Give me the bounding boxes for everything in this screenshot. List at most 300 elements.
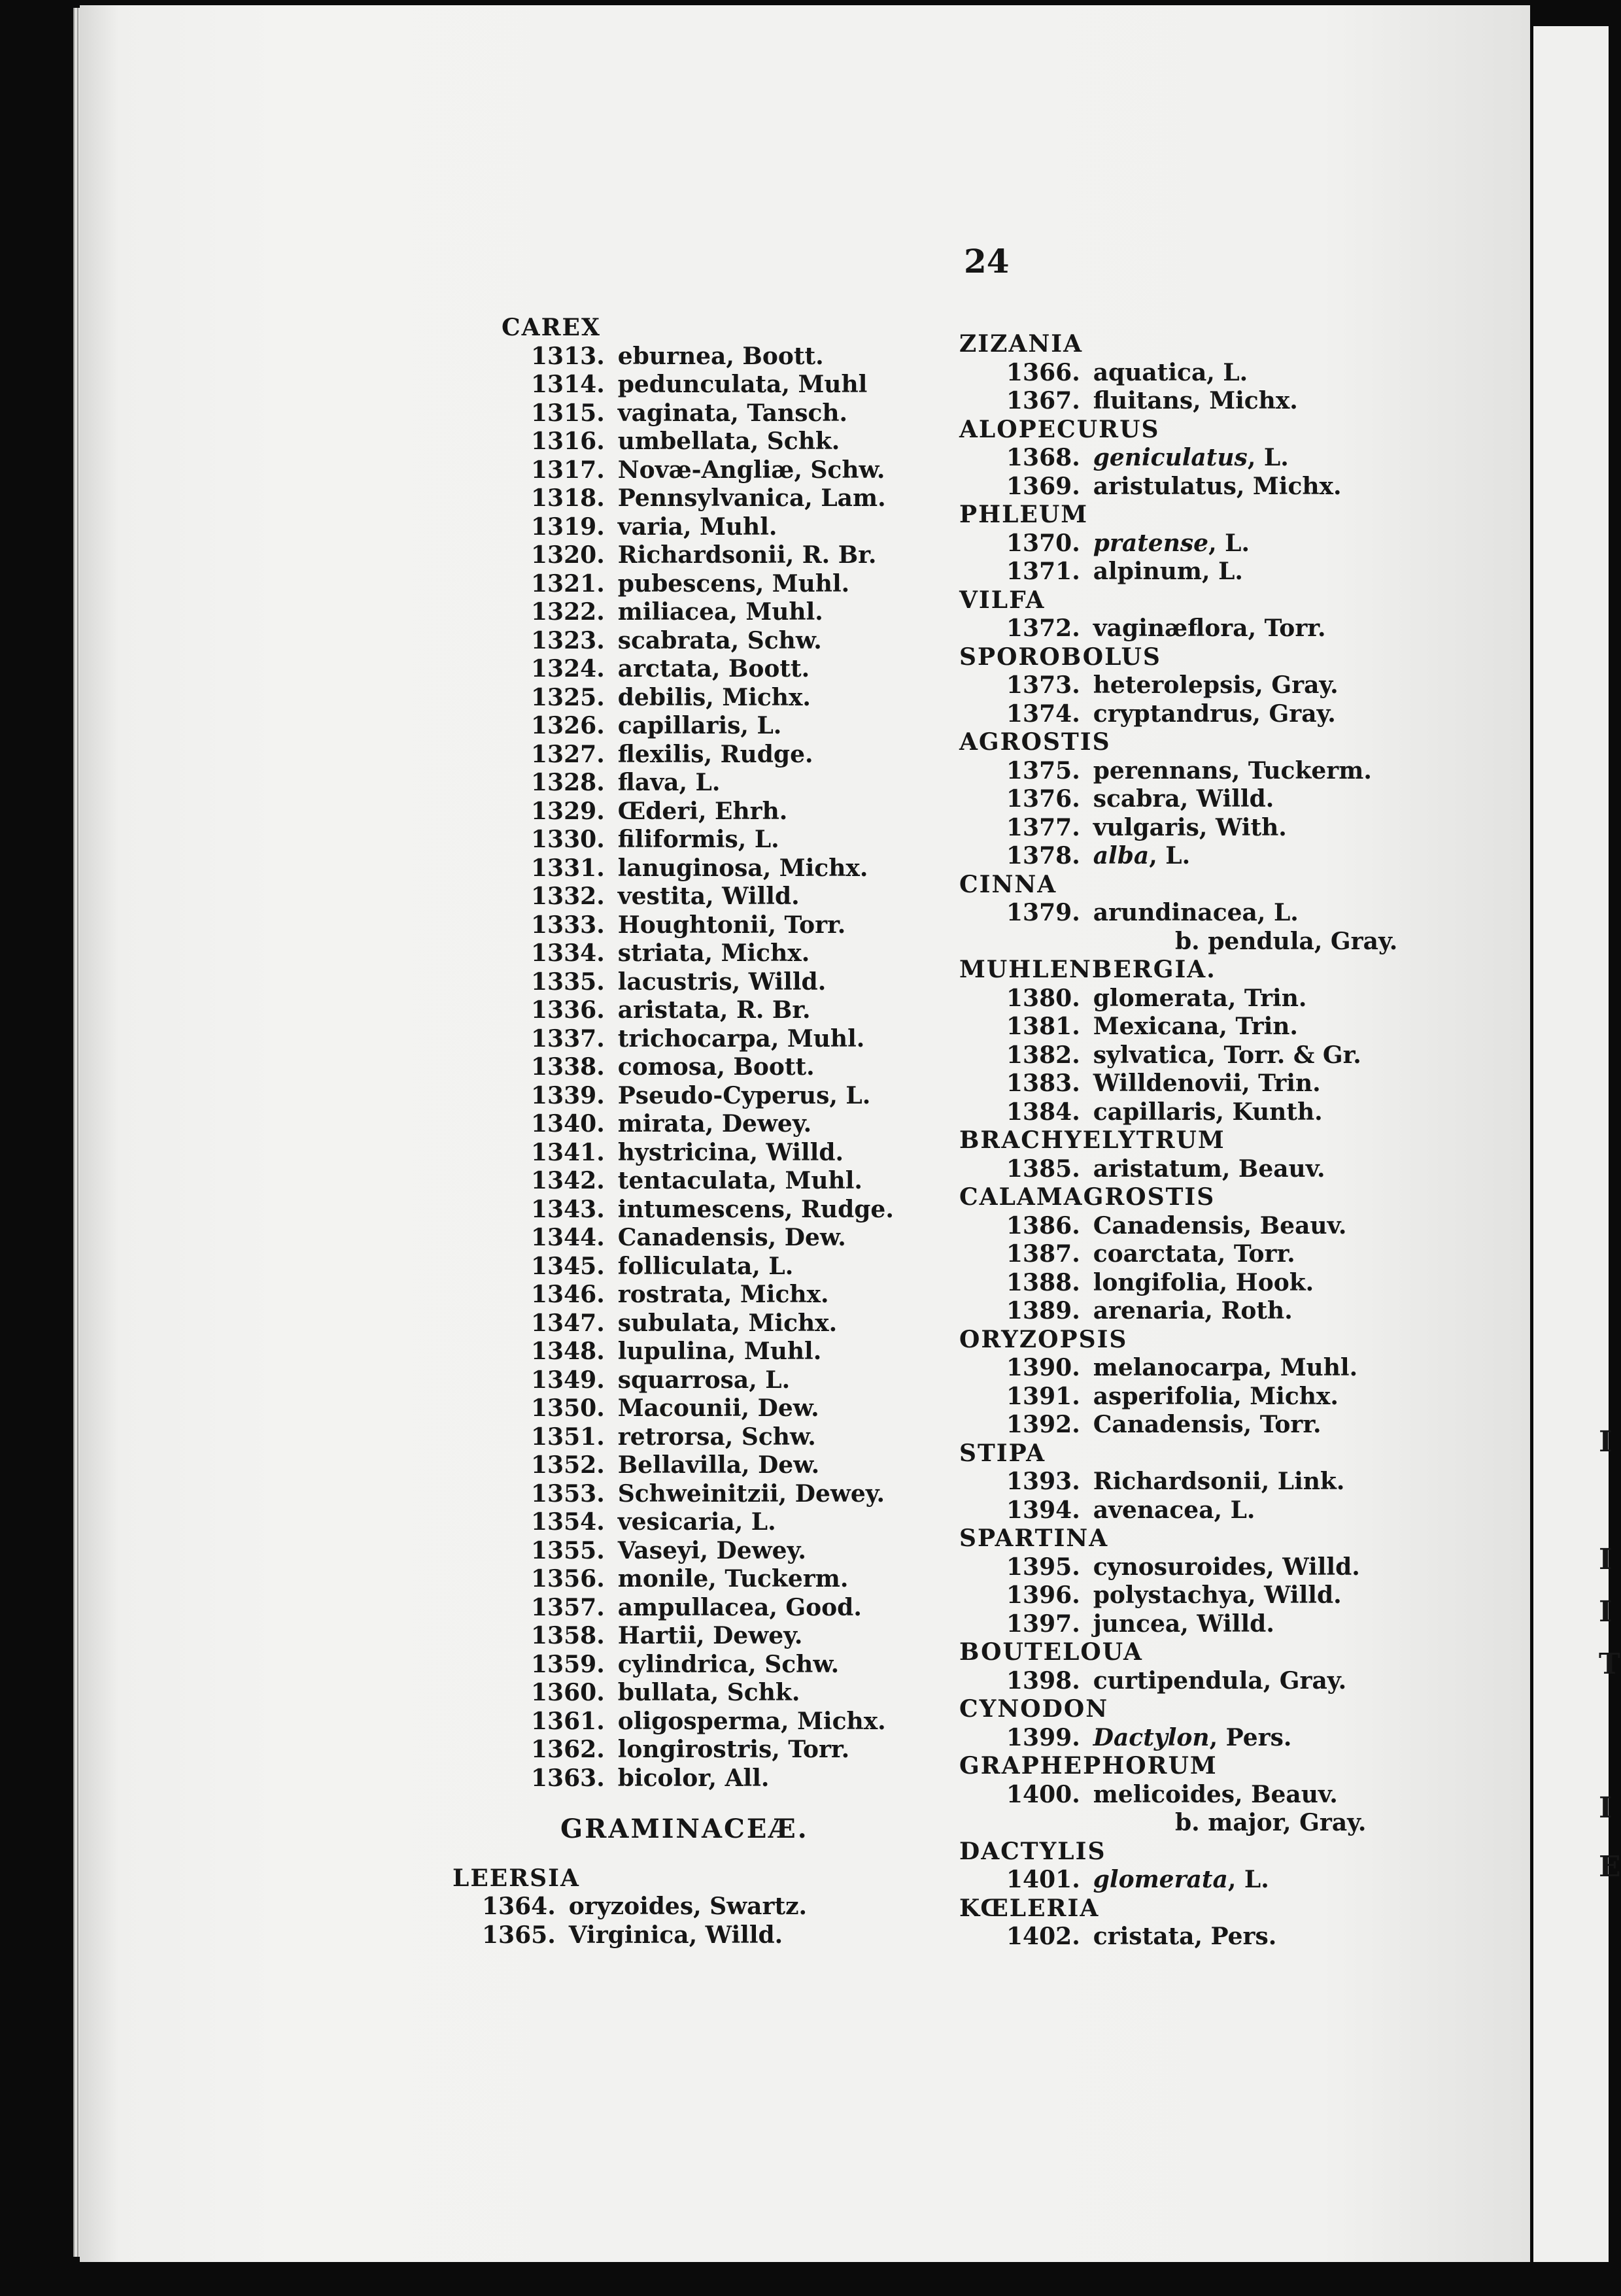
species-number: 1340. <box>531 1110 605 1138</box>
genus-heading: MUHLENBERGIA. <box>959 956 1216 983</box>
species-entry <box>446 1594 894 1623</box>
left-column <box>446 314 894 1950</box>
species-number: 1315. <box>531 399 605 427</box>
species-number: 1363. <box>531 1764 605 1792</box>
species-number: 1376. <box>1006 785 1080 813</box>
species-number: 1353. <box>531 1479 605 1508</box>
species-entry <box>933 473 1397 501</box>
adjacent-page-letter: E <box>1599 1850 1621 1883</box>
species-number: 1319. <box>531 513 605 541</box>
species-name: flexilis, Rudge. <box>617 740 813 768</box>
species-name: polystachya, Willd. <box>1093 1581 1342 1609</box>
genus-heading: SPARTINA <box>959 1525 1109 1552</box>
genus-heading: ALOPECURUS <box>959 415 1160 443</box>
species-entry <box>446 1679 894 1708</box>
species-number: 1361. <box>531 1707 605 1735</box>
species-authority: , L. <box>1208 529 1250 557</box>
species-entry <box>446 1736 894 1764</box>
species-entry <box>933 814 1397 843</box>
species-name: Macounii, Dew. <box>617 1394 819 1422</box>
species-number: 1329. <box>531 797 605 825</box>
species-name: flava, L. <box>617 769 721 796</box>
species-name: Pennsylvanica, Lam. <box>617 484 886 512</box>
species-number: 1356. <box>531 1565 605 1593</box>
species-name: cryptandrus, Gray. <box>1093 700 1336 728</box>
species-number: 1384. <box>1006 1098 1080 1126</box>
species-entry <box>933 1070 1397 1098</box>
species-name: varia, Muhl. <box>617 513 777 541</box>
species-number: 1339. <box>531 1081 605 1109</box>
species-entry <box>446 939 894 968</box>
species-number: 1390. <box>1006 1354 1080 1381</box>
species-name: arenaria, Roth. <box>1093 1297 1293 1325</box>
adjacent-page-letter: I <box>1599 1595 1612 1629</box>
variety-entry: b. major, Gray. <box>1175 1809 1367 1836</box>
species-number: 1362. <box>531 1736 605 1763</box>
species-number: 1350. <box>531 1394 605 1422</box>
species-number: 1371. <box>1006 558 1080 585</box>
species-number: 1337. <box>531 1024 605 1053</box>
species-number: 1388. <box>1006 1268 1080 1296</box>
species-number: 1386. <box>1006 1211 1080 1240</box>
species-name: arctata, Boott. <box>617 655 810 683</box>
species-name: hystricina, Willd. <box>617 1138 844 1166</box>
genus-heading: ORYZOPSIS <box>959 1325 1128 1353</box>
species-number: 1331. <box>531 854 605 882</box>
species-name: eburnea, Boott. <box>617 342 824 370</box>
species-entry <box>446 826 894 854</box>
species-name: longirostris, Torr. <box>617 1736 850 1763</box>
species-entry <box>446 484 894 513</box>
genus-heading: VILFA <box>959 586 1046 614</box>
genus-heading: GRAPHEPHORUM <box>959 1752 1218 1780</box>
genus-heading: CAREX <box>502 314 601 341</box>
genus-heading: STIPA <box>959 1439 1046 1467</box>
species-number: 1327. <box>531 740 605 768</box>
species-number: 1332. <box>531 883 605 910</box>
species-name-italic: alba <box>1093 842 1150 869</box>
species-number: 1334. <box>531 939 605 967</box>
species-name: oryzoides, Swartz. <box>568 1893 808 1920</box>
species-number: 1325. <box>531 683 605 711</box>
species-number: 1322. <box>531 598 605 626</box>
species-number: 1354. <box>531 1508 605 1536</box>
species-entry <box>446 1139 894 1168</box>
species-number: 1360. <box>531 1679 605 1706</box>
species-name: cylindrica, Schw. <box>617 1650 840 1678</box>
species-name: Œderi, Ehrh. <box>617 797 788 825</box>
species-number: 1399. <box>1006 1723 1080 1751</box>
adjacent-page-letter: I <box>1599 1425 1612 1459</box>
species-name: heterolepsis, Gray. <box>1093 671 1339 699</box>
species-entry <box>446 1651 894 1680</box>
species-entry <box>446 1281 894 1309</box>
species-name: folliculata, L. <box>617 1252 794 1280</box>
species-number: 1394. <box>1006 1496 1080 1524</box>
species-entry <box>446 1224 894 1253</box>
genus-heading: AGROSTIS <box>959 728 1111 756</box>
species-entry <box>446 1196 894 1224</box>
species-number: 1372. <box>1006 615 1080 642</box>
species-entry <box>933 785 1397 814</box>
species-entry <box>933 1155 1397 1184</box>
species-number: 1385. <box>1006 1155 1080 1183</box>
species-number: 1343. <box>531 1195 605 1223</box>
species-name: aquatica, L. <box>1093 358 1248 386</box>
species-authority: , L. <box>1247 444 1289 471</box>
species-entry <box>446 1708 894 1736</box>
species-name: squarrosa, L. <box>617 1366 791 1394</box>
species-authority: , L. <box>1149 842 1191 869</box>
species-number: 1351. <box>531 1423 605 1451</box>
genus-heading: ZIZANIA <box>959 330 1084 358</box>
species-number: 1370. <box>1006 529 1080 557</box>
species-number: 1373. <box>1006 671 1080 699</box>
species-number: 1374. <box>1006 700 1080 728</box>
species-name: Vaseyi, Dewey. <box>617 1536 806 1564</box>
species-number: 1364. <box>482 1893 556 1920</box>
species-name: debilis, Michx. <box>617 683 811 711</box>
species-entry <box>446 1253 894 1281</box>
species-name: aristata, R. Br. <box>617 996 811 1024</box>
adjacent-page-letter: T <box>1599 1647 1620 1681</box>
species-name: bullata, Schk. <box>617 1679 800 1706</box>
species-name: alpinum, L. <box>1093 558 1243 585</box>
species-name: Mexicana, Trin. <box>1093 1013 1298 1040</box>
species-entry <box>446 1480 894 1509</box>
species-name: cynosuroides, Willd. <box>1093 1553 1360 1581</box>
species-name: mirata, Dewey. <box>617 1110 812 1138</box>
species-number: 1342. <box>531 1167 605 1194</box>
species-name: sylvatica, Torr. & Gr. <box>1093 1041 1361 1069</box>
species-name: pubescens, Muhl. <box>617 569 850 598</box>
species-entry <box>933 530 1397 558</box>
species-name: Willdenovii, Trin. <box>1093 1070 1321 1097</box>
species-name: vaginæflora, Torr. <box>1093 615 1326 642</box>
species-number: 1341. <box>531 1138 605 1166</box>
species-entry <box>446 1921 894 1950</box>
species-name: ampullacea, Good. <box>617 1593 862 1621</box>
variety-entry: b. pendula, Gray. <box>1175 927 1398 955</box>
species-entry <box>933 1240 1397 1269</box>
species-name: trichocarpa, Muhl. <box>617 1024 865 1053</box>
species-name: aristatum, Beauv. <box>1093 1155 1325 1183</box>
species-entry <box>446 456 894 485</box>
species-number: 1313. <box>531 342 605 370</box>
species-name: Novæ-Angliæ, Schw. <box>617 456 885 484</box>
species-number: 1379. <box>1006 899 1080 926</box>
species-entry <box>446 769 894 798</box>
species-entry <box>933 1297 1397 1326</box>
species-name: pedunculata, Muhl <box>617 371 868 398</box>
species-name: scabrata, Schw. <box>617 626 822 654</box>
species-entry <box>933 359 1397 388</box>
species-name: cristata, Pers. <box>1093 1923 1277 1950</box>
species-entry <box>446 1893 894 1921</box>
species-name-italic: glomerata <box>1093 1866 1228 1893</box>
genus-heading: CYNODON <box>959 1695 1109 1723</box>
genus-heading: BOUTELOUA <box>959 1638 1143 1666</box>
species-number: 1387. <box>1006 1240 1080 1268</box>
species-name: bicolor, All. <box>617 1764 770 1792</box>
species-entry <box>446 996 894 1025</box>
species-number: 1383. <box>1006 1070 1080 1097</box>
species-number: 1326. <box>531 712 605 739</box>
species-name: Virginica, Willd. <box>568 1921 783 1949</box>
species-entry <box>446 1764 894 1793</box>
species-name: vulgaris, With. <box>1093 813 1287 841</box>
species-entry <box>933 1411 1397 1440</box>
species-number: 1357. <box>531 1593 605 1621</box>
species-number: 1336. <box>531 996 605 1024</box>
species-name: perennans, Tuckerm. <box>1093 756 1372 785</box>
species-number: 1358. <box>531 1622 605 1649</box>
species-number: 1378. <box>1006 842 1080 869</box>
species-number: 1349. <box>531 1366 605 1394</box>
family-heading: GRAMINACEÆ. <box>560 1814 809 1844</box>
species-number: 1402. <box>1006 1923 1080 1950</box>
species-entry <box>446 1110 894 1139</box>
page-number: 24 <box>964 242 1010 280</box>
species-name: intumescens, Rudge. <box>617 1195 894 1223</box>
species-number: 1381. <box>1006 1013 1080 1040</box>
species-name: tentaculata, Muhl. <box>617 1167 862 1194</box>
species-number: 1391. <box>1006 1382 1080 1410</box>
species-entry <box>446 598 894 627</box>
species-authority: , Pers. <box>1209 1723 1292 1751</box>
species-number: 1366. <box>1006 358 1080 386</box>
species-entry <box>933 671 1397 700</box>
species-entry <box>933 1383 1397 1411</box>
species-number: 1335. <box>531 968 605 996</box>
genus-heading: CINNA <box>959 870 1057 898</box>
species-number: 1320. <box>531 541 605 569</box>
species-name: avenacea, L. <box>1093 1496 1255 1524</box>
species-name-italic: geniculatus <box>1093 444 1248 471</box>
species-name: vesicaria, L. <box>617 1508 776 1536</box>
species-entry <box>933 1667 1397 1696</box>
species-number: 1393. <box>1006 1468 1080 1495</box>
species-entry <box>933 1724 1397 1753</box>
species-number: 1396. <box>1006 1581 1080 1609</box>
species-entry <box>933 1781 1397 1810</box>
species-entry <box>933 1866 1397 1895</box>
genus-heading: BRACHYELYTRUM <box>959 1126 1225 1154</box>
species-name: subulata, Michx. <box>617 1309 838 1337</box>
species-entry <box>933 1468 1397 1496</box>
species-name: Canadensis, Torr. <box>1093 1411 1322 1438</box>
species-number: 1400. <box>1006 1780 1080 1808</box>
species-name: oligosperma, Michx. <box>617 1707 886 1735</box>
species-entry <box>446 883 894 911</box>
species-number: 1377. <box>1006 813 1080 841</box>
species-entry <box>446 428 894 456</box>
species-entry <box>933 700 1397 729</box>
species-entry <box>446 371 894 399</box>
genus-heading: SPOROBOLUS <box>959 643 1161 671</box>
species-name: scabra, Willd. <box>1093 785 1274 813</box>
species-number: 1348. <box>531 1338 605 1365</box>
species-entry <box>933 1610 1397 1639</box>
species-entry <box>933 1098 1397 1127</box>
species-entry <box>933 1923 1397 1951</box>
species-name: fluitans, Michx. <box>1093 387 1298 414</box>
species-entry <box>933 444 1397 473</box>
species-entry <box>446 541 894 570</box>
species-entry <box>446 712 894 741</box>
species-name-italic: pratense <box>1093 529 1209 557</box>
book-page <box>80 5 1530 2262</box>
genus-heading: DACTYLIS <box>959 1837 1106 1865</box>
species-name-italic: Dactylon <box>1093 1723 1210 1751</box>
species-entry <box>446 1451 894 1480</box>
species-number: 1345. <box>531 1252 605 1280</box>
species-number: 1317. <box>531 456 605 484</box>
species-name: arundinacea, L. <box>1093 899 1299 926</box>
species-name: retrorsa, Schw. <box>617 1423 816 1451</box>
species-name: lupulina, Muhl. <box>617 1338 822 1365</box>
species-name: Bellavilla, Dew. <box>617 1451 820 1479</box>
species-number: 1330. <box>531 826 605 853</box>
species-entry <box>446 1537 894 1566</box>
species-number: 1398. <box>1006 1666 1080 1695</box>
species-entry <box>446 1053 894 1082</box>
species-entry <box>446 1508 894 1537</box>
species-name: vestita, Willd. <box>617 883 800 910</box>
species-number: 1367. <box>1006 387 1080 414</box>
species-number: 1333. <box>531 911 605 939</box>
species-name: striata, Michx. <box>617 939 810 967</box>
species-entry <box>446 684 894 713</box>
species-name: miliacea, Muhl. <box>617 598 823 626</box>
species-name: lacustris, Willd. <box>617 968 827 996</box>
species-number: 1392. <box>1006 1411 1080 1438</box>
species-name: longifolia, Hook. <box>1093 1268 1314 1296</box>
species-entry <box>933 1354 1397 1383</box>
species-number: 1401. <box>1006 1866 1080 1893</box>
species-number: 1352. <box>531 1451 605 1479</box>
species-entry <box>446 1366 894 1395</box>
species-name: coarctata, Torr. <box>1093 1240 1295 1268</box>
species-entry <box>933 1496 1397 1525</box>
species-name: monile, Tuckerm. <box>617 1565 849 1593</box>
species-number: 1344. <box>531 1224 605 1251</box>
species-entry <box>446 911 894 940</box>
species-number: 1389. <box>1006 1297 1080 1325</box>
species-entry <box>446 513 894 542</box>
species-entry <box>933 899 1397 928</box>
species-name: curtipendula, Gray. <box>1093 1666 1347 1695</box>
species-entry <box>446 627 894 656</box>
species-number: 1314. <box>531 371 605 398</box>
genus-heading: PHLEUM <box>959 501 1089 528</box>
species-entry <box>446 1394 894 1423</box>
species-number: 1369. <box>1006 472 1080 500</box>
species-number: 1321. <box>531 569 605 598</box>
species-entry <box>933 757 1397 786</box>
species-number: 1368. <box>1006 444 1080 471</box>
species-entry <box>446 968 894 997</box>
species-name: umbellata, Schk. <box>617 428 840 455</box>
species-number: 1375. <box>1006 756 1080 785</box>
species-name: Canadensis, Beauv. <box>1093 1211 1347 1240</box>
species-name: capillaris, L. <box>617 712 782 739</box>
species-entry <box>933 985 1397 1013</box>
species-entry <box>446 741 894 769</box>
species-name: aristulatus, Michx. <box>1093 472 1342 500</box>
adjacent-page-letter: I <box>1599 1791 1612 1825</box>
genus-heading: CALAMAGROSTIS <box>959 1183 1216 1211</box>
right-column <box>933 330 1397 1951</box>
species-entry <box>446 1565 894 1594</box>
species-name: Richardsonii, R. Br. <box>617 541 877 569</box>
adjacent-page-fragment <box>1533 26 1621 2262</box>
species-entry <box>446 1025 894 1054</box>
species-entry <box>446 570 894 599</box>
species-name: melanocarpa, Muhl. <box>1093 1354 1358 1381</box>
species-name: lanuginosa, Michx. <box>617 854 868 882</box>
adjacent-page-letter: I <box>1599 1543 1612 1576</box>
species-entry <box>446 1338 894 1366</box>
species-entry <box>933 1269 1397 1298</box>
species-name: capillaris, Kunth. <box>1093 1098 1323 1126</box>
species-number: 1382. <box>1006 1041 1080 1069</box>
species-entry <box>446 1622 894 1651</box>
species-entry <box>933 387 1397 416</box>
species-entry <box>933 1581 1397 1610</box>
species-name: Schweinitzii, Dewey. <box>617 1479 885 1508</box>
species-number: 1324. <box>531 655 605 683</box>
species-entry <box>446 854 894 883</box>
species-name: melicoides, Beauv. <box>1093 1780 1338 1808</box>
species-entry <box>933 842 1397 871</box>
species-authority: , L. <box>1227 1866 1269 1893</box>
species-entry <box>933 558 1397 586</box>
species-entry <box>446 343 894 371</box>
species-name: comosa, Boott. <box>617 1053 815 1081</box>
species-entry <box>933 1041 1397 1070</box>
species-number: 1346. <box>531 1281 605 1308</box>
species-name: Pseudo-Cyperus, L. <box>617 1081 871 1109</box>
species-entry <box>933 615 1397 643</box>
species-entry <box>446 798 894 826</box>
genus-heading: LEERSIA <box>452 1864 580 1892</box>
species-entry <box>933 1553 1397 1582</box>
species-name: rostrata, Michx. <box>617 1281 829 1308</box>
species-entry <box>446 655 894 684</box>
genus-heading: KŒLERIA <box>959 1894 1100 1922</box>
species-name: Richardsonii, Link. <box>1093 1468 1345 1495</box>
species-number: 1318. <box>531 484 605 512</box>
species-name: vaginata, Tansch. <box>617 399 848 427</box>
species-entry <box>933 1212 1397 1241</box>
species-name: juncea, Willd. <box>1093 1610 1274 1638</box>
species-number: 1347. <box>531 1309 605 1337</box>
species-name: filiformis, L. <box>617 826 779 853</box>
species-name: glomerata, Trin. <box>1093 984 1307 1012</box>
species-entry <box>446 1309 894 1338</box>
species-name: asperifolia, Michx. <box>1093 1382 1339 1410</box>
species-entry <box>446 1423 894 1452</box>
species-number: 1338. <box>531 1053 605 1081</box>
species-entry <box>446 1082 894 1111</box>
species-number: 1355. <box>531 1536 605 1564</box>
species-entry <box>933 1013 1397 1041</box>
species-number: 1359. <box>531 1650 605 1678</box>
species-number: 1316. <box>531 428 605 455</box>
species-number: 1365. <box>482 1921 556 1949</box>
species-entry <box>446 1167 894 1196</box>
